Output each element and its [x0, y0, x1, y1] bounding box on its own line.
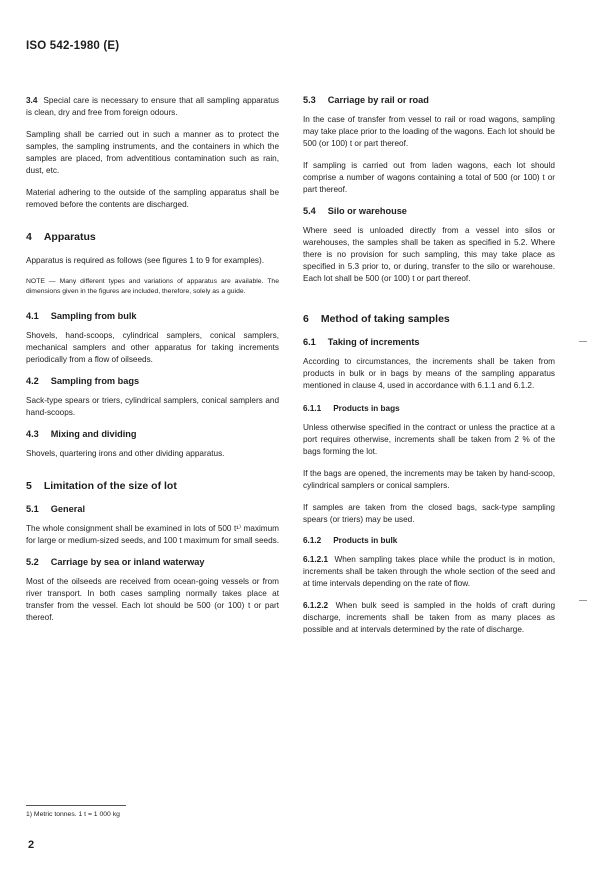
section-heading-5-4: 5.4 Silo or warehouse	[303, 206, 407, 216]
section-heading-5: 5 Limitation of the size of lot	[26, 480, 177, 492]
section-heading-4: 4 Apparatus	[26, 231, 96, 243]
paragraph: Shovels, quartering irons and other dividing apparatus.	[26, 449, 225, 458]
paragraph: Shovels, hand-scoops, cylindrical samplers, conical samplers, mechanical samplers and other apparatus for taking increments periodically from a flow of oilseeds.	[26, 331, 279, 364]
document-header: ISO 542-1980 (E)	[26, 40, 120, 52]
section-heading-6-1-1: 6.1.1 Products in bags	[303, 404, 400, 413]
paragraph-text: Special care is necessary to ensure that all sampling apparatus is clean, dry and free from foreign odours.	[26, 96, 280, 117]
section-heading-5-1: 5.1 General	[26, 504, 85, 514]
paragraph: Where seed is unloaded directly from a vessel into silos or warehouses, the samples shall be taken as specified in 5.2. Where there is no provision for such sampling, this may take place as specified in 5.3 prior to, or during, transfer to the silo or warehouse. Each lot shall be 500 (or 100) t or part thereof.	[303, 226, 555, 283]
paragraph-3-4	[26, 95, 279, 119]
section-heading-6-1: 6.1 Taking of increments	[303, 337, 420, 347]
right-column	[303, 95, 555, 646]
footnote: 1) Metric tonnes. 1 t = 1 000 kg	[26, 811, 120, 818]
section-heading-6: 6 Method of taking samples	[303, 313, 450, 325]
margin-mark	[579, 600, 587, 601]
paragraph: According to circumstances, the increments shall be taken from products in bulk or in bags by means of the sampling apparatus mentioned in clause 4, used in accordance with 6.1.1 and 6.1.2.	[303, 357, 555, 390]
footnote-rule	[26, 805, 126, 806]
paragraph: Material adhering to the outside of the sampling apparatus shall be removed before the contents are discharged.	[26, 188, 279, 209]
section-heading-6-1-2: 6.1.2 Products in bulk	[303, 536, 398, 545]
section-heading-5-3: 5.3 Carriage by rail or road	[303, 95, 429, 105]
paragraph: If the bags are opened, the increments may be taken by hand-scoop, cylindrical samplers or conical samplers.	[303, 469, 555, 490]
paragraph: Most of the oilseeds are received from ocean-going vessels or from river transport. In both cases sampling normally takes place at transfer from the vessel. Each lot should be 500 (or 100) t or part thereof.	[26, 577, 279, 622]
section-heading-4-2: 4.2 Sampling from bags	[26, 376, 140, 386]
paragraph: The whole consignment shall be examined in lots of 500 t¹⁾ maximum for large or medium-sized seeds, and 100 t maximum for small seeds.	[26, 524, 280, 545]
left-column	[26, 95, 279, 634]
paragraph: In the case of transfer from vessel to rail or road wagons, sampling may take place prior to the loading of the wagons. Each lot should be 500 (or 100) t or part thereof.	[303, 115, 555, 148]
paragraph-number: 3.4	[26, 96, 38, 105]
note: NOTE — Many different types and variations of apparatus are available. The dimensions given in the figures are included, therefore, solely as a guide.	[26, 278, 279, 295]
section-heading-5-2: 5.2 Carriage by sea or inland waterway	[26, 557, 205, 567]
paragraph: Apparatus is required as follows (see figures 1 to 9 for examples).	[26, 256, 265, 265]
section-heading-4-3: 4.3 Mixing and dividing	[26, 429, 137, 439]
paragraph: Sack-type spears or triers, cylindrical samplers, conical samplers and hand-scoops.	[26, 396, 279, 417]
paragraph-6-1-2-1: 6.1.2.1 When sampling takes place while the product is in motion, increments shall be taken through the whole section of the seed and at time intervals depending on the rate of flow.	[303, 555, 555, 588]
page-number: 2	[28, 839, 35, 851]
section-heading-4-1: 4.1 Sampling from bulk	[26, 311, 137, 321]
paragraph-6-1-2-2: 6.1.2.2 When bulk seed is sampled in the holds of craft during discharge, increments shall be taken from as many places as possible and at intervals determined by the rate of discharge.	[303, 601, 556, 634]
paragraph: If sampling is carried out from laden wagons, each lot should comprise a number of wagons containing a total of 500 (or 100) t or part thereof.	[303, 161, 555, 194]
paragraph: If samples are taken from the closed bags, sack-type sampling spears (or triers) may be used.	[303, 503, 555, 524]
paragraph: Unless otherwise specified in the contract or unless the practice at a port requires otherwise, increments shall be taken from 2 % of the bags forming the lot.	[303, 423, 555, 456]
margin-mark	[579, 341, 587, 342]
paragraph: Sampling shall be carried out in such a manner as to protect the samples, the sampling instruments, and the containers in which the samples are placed, from adventitious contamination such as rain, dust, etc.	[26, 130, 279, 175]
